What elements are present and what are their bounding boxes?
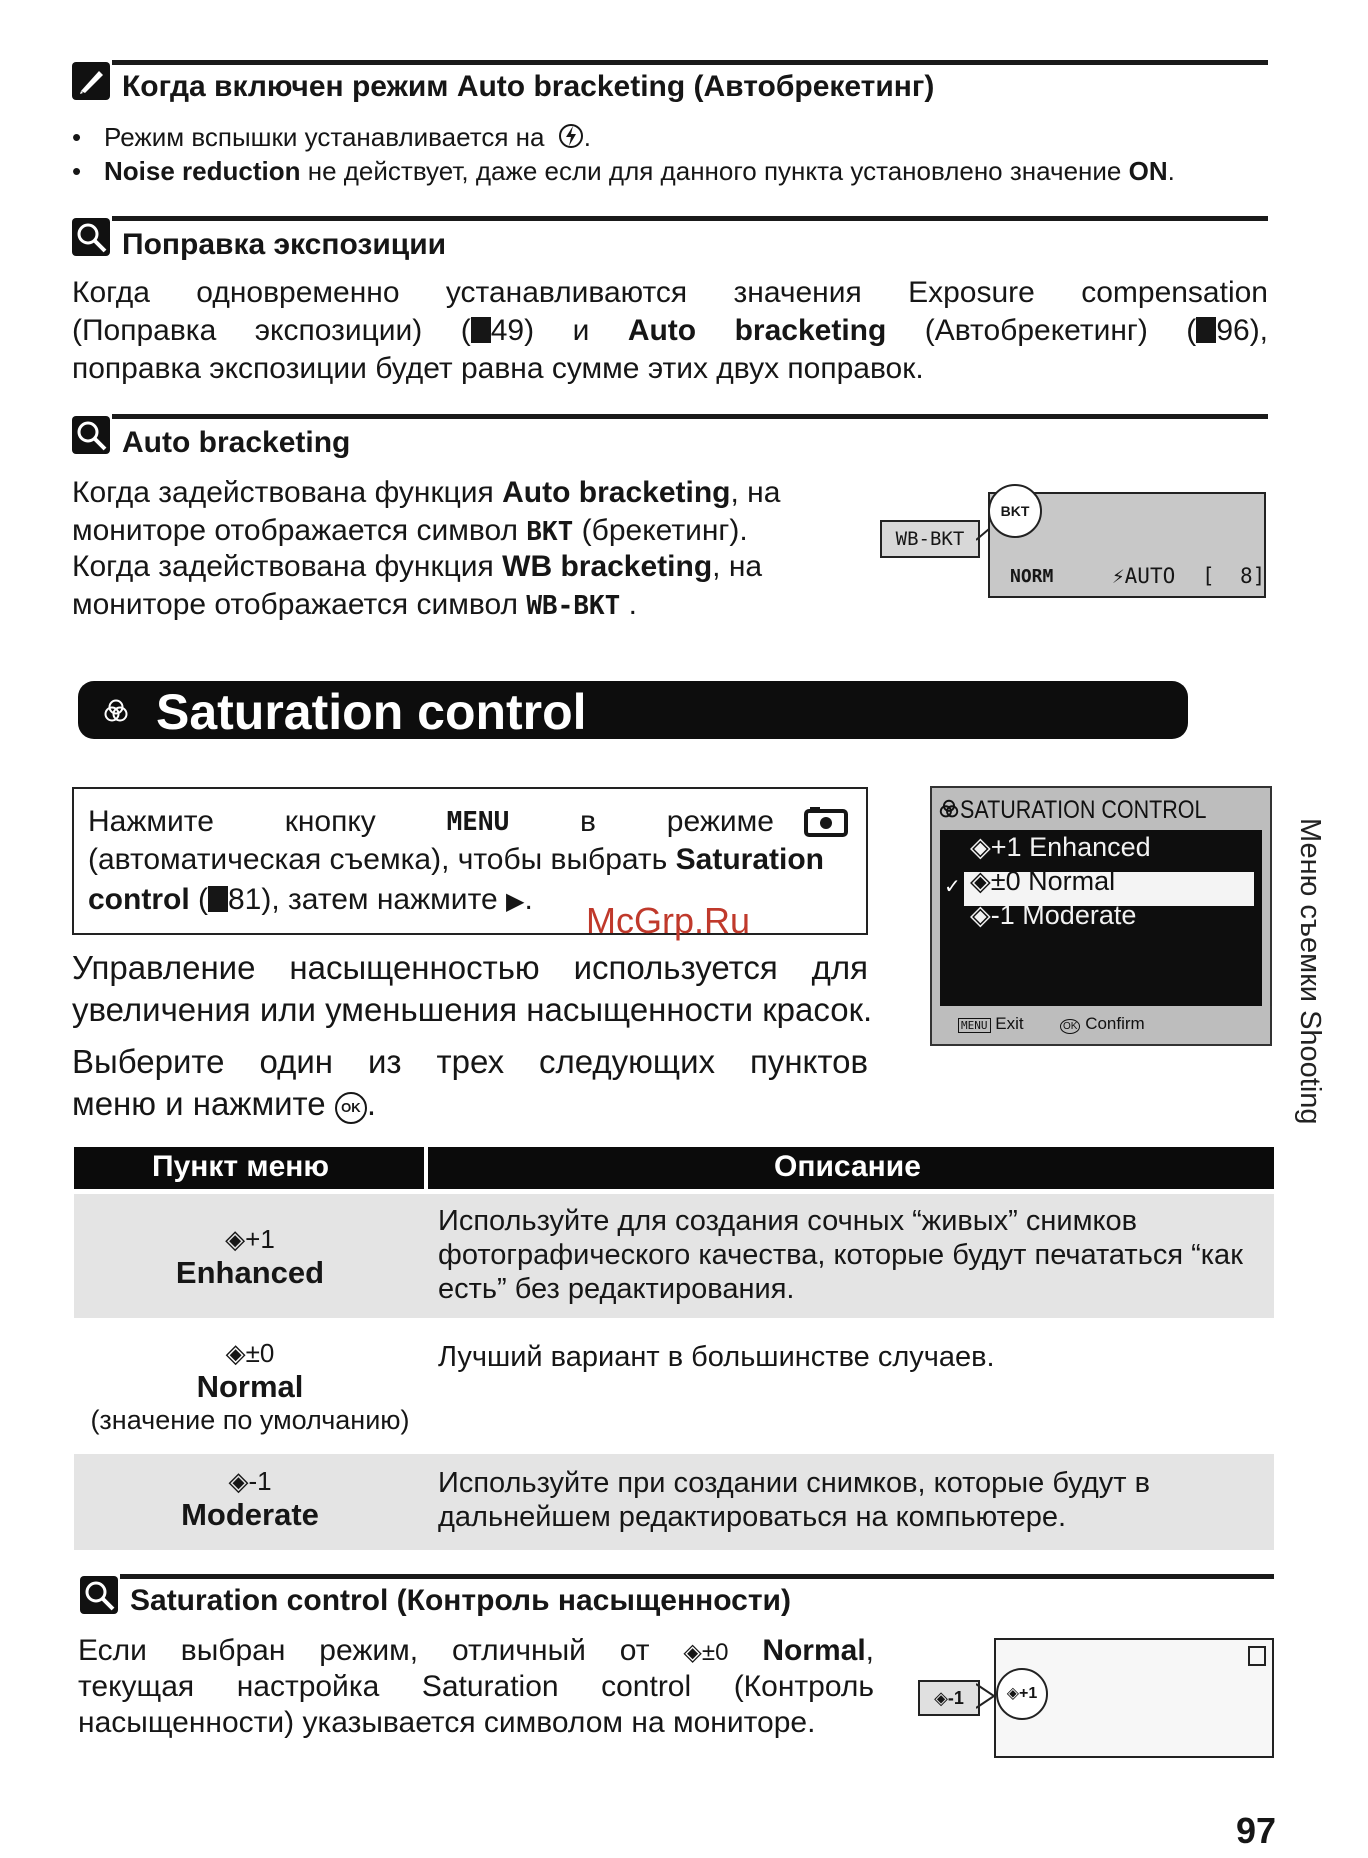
wb-bkt-symbol: WB-BKT	[526, 591, 621, 621]
note-rule	[112, 60, 1268, 65]
menu-item-enhanced[interactable]: ◈+1 Enhanced	[970, 832, 1151, 862]
page-ref-icon	[1196, 317, 1216, 343]
screen-header: SATURATION CONTROL	[960, 796, 1207, 824]
option-symbol: ◈-1	[228, 1466, 272, 1496]
instruction-line: (автоматическая съемка), чтобы выбрать Saturation	[88, 843, 824, 876]
option-symbol: ◈±0	[225, 1338, 275, 1368]
note-rule	[112, 216, 1268, 221]
intro-line: Управление насыщенностью используется для	[72, 949, 868, 986]
table-header-menu-item: Пункт меню	[74, 1147, 424, 1189]
note-title: Поправка экспозиции	[122, 228, 447, 261]
option-cell	[74, 1338, 426, 1436]
table-header-description: Описание	[428, 1147, 1274, 1189]
saturation-icon	[102, 697, 130, 725]
page-ref-icon	[471, 317, 491, 343]
option-description: Используйте при создании снимков, которые будут в дальнейшем редактироваться на компьютере.	[438, 1467, 1151, 1533]
bkt-symbol: BKT	[526, 517, 574, 547]
camera-note-icon	[72, 416, 110, 454]
monitor-status-norm: NORM	[1010, 566, 1054, 587]
saturation-callout-box: ◈-1	[918, 1680, 980, 1716]
ok-button-symbol: OK	[335, 1092, 367, 1124]
note-body-line: Если выбран режим, отличный от ◈±0 Normal,	[78, 1634, 875, 1667]
option-name: Enhanced	[175, 1255, 325, 1290]
section-title-bar	[78, 681, 1188, 739]
side-tab-label: Меню съемки Shooting	[1294, 818, 1326, 1125]
bkt-circle: BKT	[988, 484, 1042, 538]
bullet-item: • Режим вспышки устанавливается на .	[104, 122, 591, 153]
note-rule	[120, 1574, 1274, 1579]
memory-icon	[1248, 1646, 1266, 1666]
intro-line: увеличения или уменьшения насыщенности красок.	[72, 991, 873, 1028]
screen-menu-list	[940, 830, 1262, 1006]
screen-footer-exit: MENU Exit	[958, 1014, 1024, 1034]
note-body-line: Когда одновременно устанавливаются значения Exposure compensation	[72, 276, 1268, 309]
note-title: Saturation control (Контроль насыщенности)	[130, 1584, 791, 1617]
camera-note-icon	[80, 1576, 118, 1614]
instruction-line: control ( 81), затем нажмите ▶.	[88, 883, 533, 916]
saturation-circle: ◈+1	[996, 1668, 1048, 1720]
note-body-line: (Поправка экспозиции) ( 49) и Auto bracketing (Автобрекетинг) ( 96),	[72, 314, 1269, 347]
bullet-item: • Noise reduction не действует, даже если для данного пункта установлено значение ON.	[104, 156, 1175, 187]
screen-footer-confirm: OK Confirm	[1060, 1014, 1145, 1034]
table-row	[74, 1194, 1274, 1318]
menu-key-icon: MENU	[958, 1018, 991, 1033]
monitor-flash-mode: ⚡AUTO	[1112, 564, 1176, 588]
instruction-line: Нажмите кнопку MENU в режиме	[88, 803, 774, 841]
note-title: Auto bracketing	[122, 426, 351, 459]
option-description: Используйте для создания сочных “живых” снимков фотографического качества, которые будут печататься “как есть” без редактирования.	[438, 1205, 1243, 1305]
monitor-frame-count: [ 8]	[1202, 564, 1266, 588]
note-body-line: мониторе отображается символ WB-BKT .	[72, 588, 637, 621]
saturation-icon	[938, 798, 960, 820]
right-arrow-icon: ▶	[506, 888, 525, 915]
intro-line: меню и нажмите OK .	[72, 1085, 376, 1122]
bkt-callout-box: WB-BKT	[880, 520, 980, 558]
note-body-line: насыщенности) указывается символом на мониторе.	[78, 1706, 816, 1739]
camera-note-icon	[72, 218, 110, 256]
flash-off-icon	[558, 123, 584, 149]
option-symbol: ◈+1	[225, 1224, 275, 1254]
page-number: 97	[1236, 1810, 1277, 1851]
pencil-note-icon	[72, 62, 110, 100]
intro-line: Выберите один из трех следующих пунктов	[72, 1043, 868, 1080]
option-name: Normal	[196, 1369, 304, 1404]
note-body-line: мониторе отображается символ BKT (брекетинг).	[72, 514, 748, 547]
note-body-line: поправка экспозиции будет равна сумме этих двух поправок.	[72, 352, 924, 385]
note-body-line: Когда задействована функция Auto bracketing, на	[72, 476, 781, 509]
table-row	[74, 1454, 1274, 1550]
camera-menu-screen	[930, 786, 1272, 1046]
option-cell	[74, 1224, 426, 1291]
watermark: McGrp.Ru	[586, 900, 751, 941]
ok-key-icon: OK	[1060, 1019, 1080, 1034]
note-body-line: Когда задействована функция WB bracketing, на	[72, 550, 763, 583]
note-rule	[112, 414, 1268, 419]
auto-mode-camera-icon	[804, 807, 848, 837]
note-body-line: текущая настройка Saturation control (Контроль	[78, 1670, 874, 1703]
section-title: Saturation control	[156, 684, 587, 740]
check-mark-icon: ✓	[944, 876, 961, 898]
table-row	[74, 1326, 1274, 1450]
menu-button-symbol: MENU	[446, 807, 510, 837]
option-description: Лучший вариант в большинстве случаев.	[438, 1341, 995, 1373]
page-ref-icon	[208, 886, 228, 912]
option-name: Moderate	[181, 1497, 319, 1532]
option-cell	[74, 1466, 426, 1533]
option-default-note: (значение по умолчанию)	[90, 1405, 410, 1435]
menu-item-moderate[interactable]: ◈-1 Moderate	[970, 900, 1137, 930]
menu-item-normal[interactable]: ◈±0 Normal	[970, 866, 1116, 896]
note-title: Когда включен режим Auto bracketing (Автобрекетинг)	[122, 70, 935, 103]
